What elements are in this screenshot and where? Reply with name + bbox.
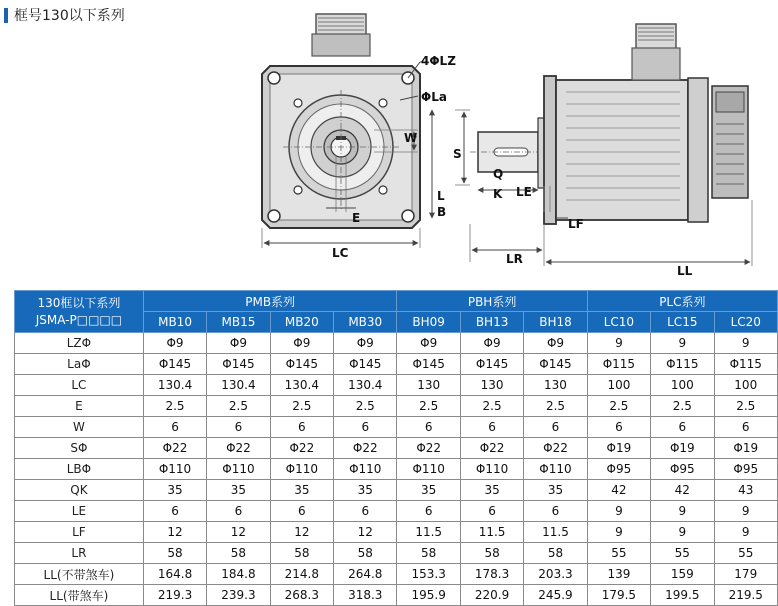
table-cell: 139 <box>587 564 650 585</box>
table-cell: Φ145 <box>143 354 206 375</box>
row-label: LZΦ <box>15 333 144 354</box>
label-lf: LF <box>568 217 584 231</box>
row-label: LBΦ <box>15 459 144 480</box>
row-label: SΦ <box>15 438 144 459</box>
table-cell: 195.9 <box>397 585 460 606</box>
table-cell: 203.3 <box>524 564 587 585</box>
table-cell: 35 <box>207 480 270 501</box>
table-corner-cell <box>15 291 144 333</box>
table-cell: 164.8 <box>143 564 206 585</box>
table-cell: Φ145 <box>524 354 587 375</box>
table-cell: 6 <box>524 417 587 438</box>
label-le: LE <box>516 185 532 199</box>
table-cell: 9 <box>651 501 714 522</box>
table-cell: Φ19 <box>714 438 778 459</box>
model-header: MB20 <box>270 312 333 333</box>
label-lc: LC <box>332 246 349 260</box>
table-cell: Φ22 <box>397 438 460 459</box>
table-cell: 2.5 <box>334 396 397 417</box>
table-cell: 130.4 <box>143 375 206 396</box>
table-cell: 55 <box>651 543 714 564</box>
model-header: BH13 <box>460 312 523 333</box>
table-cell: 58 <box>524 543 587 564</box>
table-cell: 214.8 <box>270 564 333 585</box>
table-cell: Φ110 <box>524 459 587 480</box>
model-header: LC15 <box>651 312 714 333</box>
front-view <box>262 14 456 260</box>
row-label: E <box>15 396 144 417</box>
table-cell: Φ9 <box>397 333 460 354</box>
table-cell: 179.5 <box>587 585 650 606</box>
row-label: LC <box>15 375 144 396</box>
table-cell: 6 <box>334 501 397 522</box>
table-cell: Φ95 <box>587 459 650 480</box>
table-cell: 35 <box>270 480 333 501</box>
table-cell: 6 <box>397 501 460 522</box>
table-cell: 6 <box>270 417 333 438</box>
table-cell: 219.5 <box>714 585 778 606</box>
label-ll: LL <box>677 264 693 278</box>
table-cell: 6 <box>207 501 270 522</box>
group-header-pmb: PMB系列 <box>143 291 397 312</box>
table-cell: Φ145 <box>397 354 460 375</box>
table-cell: Φ19 <box>587 438 650 459</box>
table-cell: Φ115 <box>651 354 714 375</box>
table-cell: 58 <box>334 543 397 564</box>
row-label: LR <box>15 543 144 564</box>
model-header: LC10 <box>587 312 650 333</box>
table-cell: 2.5 <box>651 396 714 417</box>
model-header: BH09 <box>397 312 460 333</box>
table-row <box>15 480 778 501</box>
table-cell: 6 <box>397 417 460 438</box>
row-label: LF <box>15 522 144 543</box>
table-row <box>15 375 778 396</box>
table-cell: Φ22 <box>460 438 523 459</box>
table-cell: 58 <box>270 543 333 564</box>
side-view <box>437 24 752 278</box>
model-header: LC20 <box>714 312 778 333</box>
table-cell: 12 <box>334 522 397 543</box>
table-row <box>15 564 778 585</box>
table-cell: 9 <box>651 522 714 543</box>
table-cell: 11.5 <box>524 522 587 543</box>
table-row <box>15 354 778 375</box>
table-cell: Φ95 <box>651 459 714 480</box>
table-cell: 6 <box>460 417 523 438</box>
table-row <box>15 417 778 438</box>
table-cell: 130.4 <box>270 375 333 396</box>
table-cell: 2.5 <box>587 396 650 417</box>
table-cell: 2.5 <box>270 396 333 417</box>
table-cell: 178.3 <box>460 564 523 585</box>
table-cell: Φ145 <box>207 354 270 375</box>
table-cell: Φ145 <box>460 354 523 375</box>
row-label: LE <box>15 501 144 522</box>
table-cell: 130 <box>524 375 587 396</box>
table-cell: Φ9 <box>270 333 333 354</box>
table-row <box>15 522 778 543</box>
table-cell: 2.5 <box>143 396 206 417</box>
row-label: LL(带煞车) <box>15 585 144 606</box>
table-cell: 219.3 <box>143 585 206 606</box>
table-row <box>15 459 778 480</box>
table-cell: 11.5 <box>460 522 523 543</box>
table-cell: 35 <box>460 480 523 501</box>
table-cell: 9 <box>651 333 714 354</box>
corner-line-2: JSMA-P□□□□ <box>35 312 123 327</box>
table-cell: Φ145 <box>270 354 333 375</box>
model-header: MB10 <box>143 312 206 333</box>
table-cell: 2.5 <box>524 396 587 417</box>
table-cell: 58 <box>397 543 460 564</box>
table-cell: 153.3 <box>397 564 460 585</box>
row-label: W <box>15 417 144 438</box>
table-cell: 35 <box>397 480 460 501</box>
table-cell: 6 <box>143 501 206 522</box>
table-cell: 6 <box>270 501 333 522</box>
table-cell: 2.5 <box>714 396 778 417</box>
table-cell: 12 <box>143 522 206 543</box>
table-cell: Φ115 <box>587 354 650 375</box>
label-l: L <box>437 189 445 203</box>
table-cell: 159 <box>651 564 714 585</box>
table-cell: Φ110 <box>207 459 270 480</box>
model-header: MB15 <box>207 312 270 333</box>
table-cell: 100 <box>587 375 650 396</box>
label-w: W <box>404 131 418 145</box>
table-row <box>15 543 778 564</box>
label-lz: 4ΦLZ <box>421 54 456 68</box>
table-cell: Φ22 <box>270 438 333 459</box>
table-cell: 239.3 <box>207 585 270 606</box>
table-row <box>15 333 778 354</box>
table-cell: 2.5 <box>207 396 270 417</box>
table-cell: 6 <box>714 417 778 438</box>
table-cell: Φ22 <box>334 438 397 459</box>
group-header-pbh: PBH系列 <box>397 291 587 312</box>
table-cell: Φ9 <box>207 333 270 354</box>
label-la: ΦLa <box>421 90 447 104</box>
table-cell: 9 <box>587 333 650 354</box>
table-cell: 220.9 <box>460 585 523 606</box>
table-cell: 6 <box>460 501 523 522</box>
table-row <box>15 396 778 417</box>
table-group-header-row <box>15 291 778 312</box>
label-q: Q <box>493 167 504 181</box>
corner-line-1: 130框以下系列 <box>37 295 121 310</box>
table-cell: 9 <box>714 501 778 522</box>
table-cell: Φ22 <box>143 438 206 459</box>
table-cell: 12 <box>270 522 333 543</box>
row-label: LaΦ <box>15 354 144 375</box>
table-cell: 268.3 <box>270 585 333 606</box>
table-cell: 42 <box>587 480 650 501</box>
label-lr: LR <box>506 252 523 266</box>
table-cell: 35 <box>334 480 397 501</box>
table-cell: Φ115 <box>714 354 778 375</box>
label-e: E <box>352 211 361 225</box>
row-label: QK <box>15 480 144 501</box>
table-cell: 35 <box>524 480 587 501</box>
table-cell: Φ145 <box>334 354 397 375</box>
table-row <box>15 438 778 459</box>
table-cell: Φ22 <box>207 438 270 459</box>
table-cell: 58 <box>460 543 523 564</box>
table-cell: 6 <box>143 417 206 438</box>
row-label: LL(不带煞车) <box>15 564 144 585</box>
section-title: 框号130以下系列 <box>14 8 125 24</box>
model-header: MB30 <box>334 312 397 333</box>
table-cell: 318.3 <box>334 585 397 606</box>
table-cell: Φ110 <box>270 459 333 480</box>
table-cell: 100 <box>651 375 714 396</box>
table-cell: Φ110 <box>460 459 523 480</box>
table-cell: 184.8 <box>207 564 270 585</box>
table-cell: 130 <box>460 375 523 396</box>
table-cell: 58 <box>143 543 206 564</box>
group-header-plc: PLC系列 <box>587 291 777 312</box>
table-row <box>15 501 778 522</box>
table-cell: 199.5 <box>651 585 714 606</box>
table-cell: 9 <box>714 333 778 354</box>
table-cell: 35 <box>143 480 206 501</box>
table-cell: 100 <box>714 375 778 396</box>
table-cell: 6 <box>334 417 397 438</box>
table-cell: Φ110 <box>397 459 460 480</box>
table-cell: 130.4 <box>207 375 270 396</box>
table-cell: Φ9 <box>334 333 397 354</box>
table-cell: Φ22 <box>524 438 587 459</box>
table-cell: 130 <box>397 375 460 396</box>
dimension-spec-table <box>14 290 778 606</box>
model-header: BH18 <box>524 312 587 333</box>
table-cell: Φ9 <box>143 333 206 354</box>
table-cell: 9 <box>587 501 650 522</box>
table-cell: 9 <box>714 522 778 543</box>
table-cell: 264.8 <box>334 564 397 585</box>
table-cell: 55 <box>714 543 778 564</box>
table-cell: Φ9 <box>524 333 587 354</box>
motor-dimension-drawing <box>0 0 778 290</box>
table-cell: Φ110 <box>143 459 206 480</box>
table-cell: 245.9 <box>524 585 587 606</box>
table-cell: 6 <box>651 417 714 438</box>
table-cell: 9 <box>587 522 650 543</box>
table-cell: Φ9 <box>460 333 523 354</box>
table-cell: 11.5 <box>397 522 460 543</box>
table-cell: 130.4 <box>334 375 397 396</box>
table-cell: 2.5 <box>460 396 523 417</box>
table-cell: 6 <box>524 501 587 522</box>
table-cell: 42 <box>651 480 714 501</box>
table-cell: 12 <box>207 522 270 543</box>
table-row <box>15 585 778 606</box>
table-cell: 179 <box>714 564 778 585</box>
table-cell: 6 <box>207 417 270 438</box>
table-cell: Φ110 <box>334 459 397 480</box>
table-body <box>15 333 778 606</box>
table-cell: Φ19 <box>651 438 714 459</box>
table-cell: 2.5 <box>397 396 460 417</box>
table-cell: 58 <box>207 543 270 564</box>
table-cell: 6 <box>587 417 650 438</box>
table-cell: 43 <box>714 480 778 501</box>
table-cell: Φ95 <box>714 459 778 480</box>
label-k: K <box>493 187 503 201</box>
label-s: S <box>453 147 462 161</box>
label-b: B <box>437 205 447 219</box>
table-cell: 55 <box>587 543 650 564</box>
